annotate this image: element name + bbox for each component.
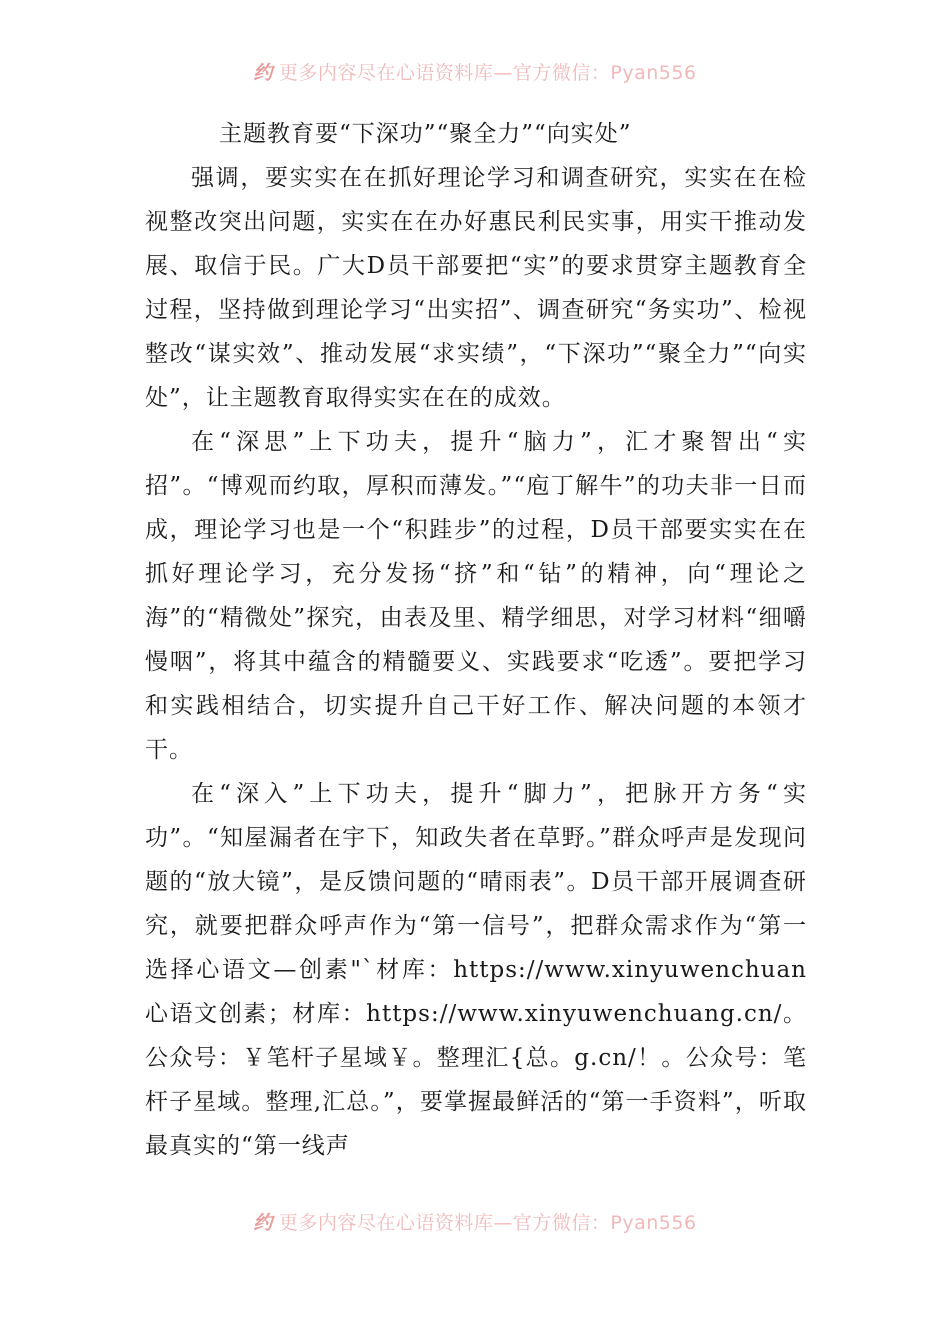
watermark-logo-footer: 约 <box>253 1212 273 1234</box>
paragraph-1: 强调，要实实在在抓好理论学习和调查研究，实实在在检视整改突出问题，实实在在办好惠民利民实事，用实干推动发展、取信于民。广大D员干部要把“实”的要求贯穿主题教育全过程，坚持做到理论学习“出实招”、调查研究“务实功”、检视整改“谋实效”、推动发展“求实绩”，“下深功”“聚全力”“向实处”，让主题教育取得实实在在的成效。 <box>145 165 807 411</box>
watermark-logo: 约 <box>253 62 273 84</box>
footer-watermark <box>0 1208 950 1234</box>
paragraph-2: 在“深思”上下功夫，提升“脑力”，汇才聚智出“实招”。“博观而约取，厚积而薄发。”“庖丁解牛”的功夫非一日而成，理论学习也是一个“积跬步”的过程，D员干部要实实在在抓好理论学习，充分发扬“挤”和“钻”的精神，向“理论之海”的“精微处”探究，由表及里、精学细思，对学习材料“细嚼慢咽”，将其中蕴含的精髓要义、实践要求“吃透”。要把学习和实践相结合，切实提升自己干好工作、解决问题的本领才干。 <box>145 429 807 763</box>
watermark-text: 更多内容尽在心语资料库—官方微信：Pyan556 <box>278 62 697 84</box>
header-watermark <box>0 58 950 84</box>
document-page <box>145 112 807 1168</box>
document-title: 主题教育要“下深功”“聚全力”“向实处” <box>219 121 632 147</box>
watermark-text-footer: 更多内容尽在心语资料库—官方微信：Pyan556 <box>278 1212 697 1234</box>
paragraph-3: 在“深入”上下功夫，提升“脚力”，把脉开方务“实功”。“知屋漏者在宇下，知政失者在草野。”群众呼声是发现问题的“放大镜”，是反馈问题的“晴雨表”。D员干部开展调查研究，就要把群众呼声作为“第一信号”，把群众需求作为“第一选择心语文—创素"`材库：https://www.xinyuwenchuan心语文创素；材库：https://www.xinyuwenchuang.cn/。公众号：￥笔杆子星域￥。整理汇{总。g.cn/！。公众号：笔杆子星域。整理,汇总。”，要掌握最鲜活的“第一手资料”，听取最真实的“第一线声 <box>145 781 807 1159</box>
